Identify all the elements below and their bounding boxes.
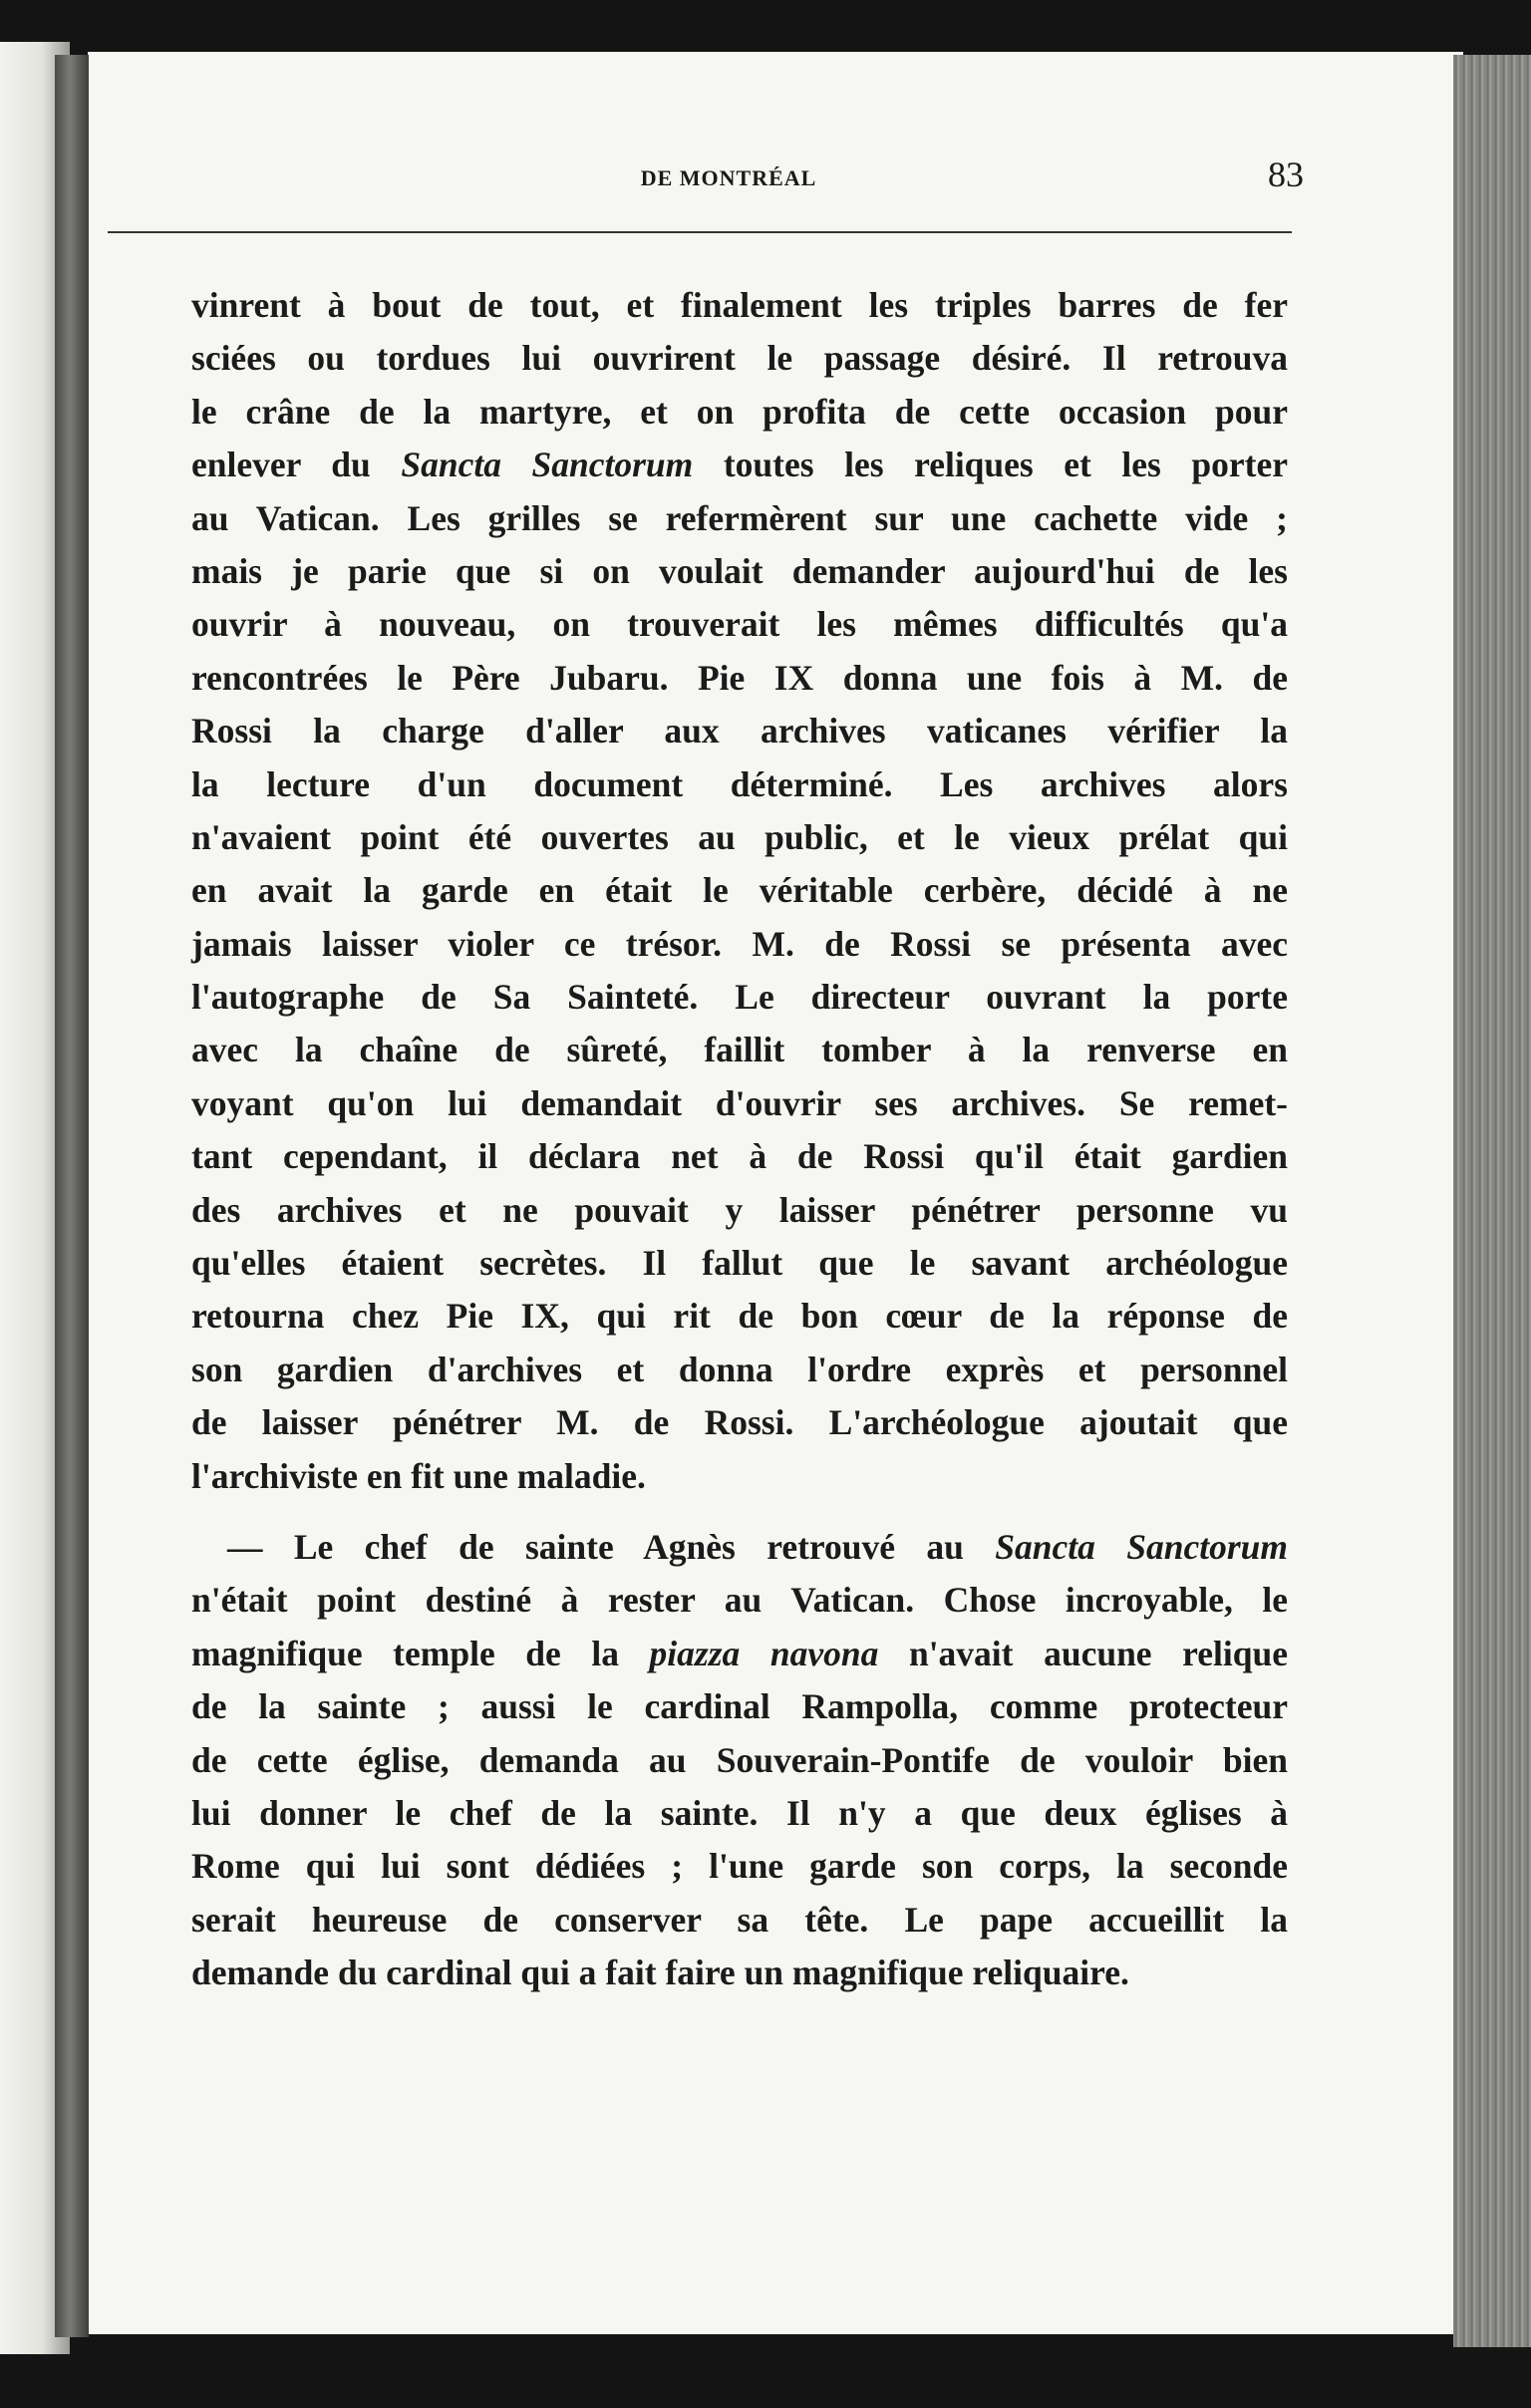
text-line: en avait la garde en était le véritable cerbère, décidé à ne — [191, 870, 1288, 911]
text-line: Rome qui lui sont dédiées ; l'une garde son corps, la seconde — [191, 1846, 1288, 1887]
page-body — [191, 279, 1288, 2000]
page-stack-edge — [1453, 55, 1531, 2347]
text-line: le crâne de la martyre, et on profita de cette occasion pour — [191, 391, 1288, 432]
text-line: n'était point destiné à rester au Vatican. Chose incroyable, le — [191, 1580, 1288, 1621]
text-line: qu'elles étaient secrètes. Il fallut que le savant archéologue — [191, 1243, 1288, 1284]
paragraph-gap — [191, 1503, 1288, 1521]
text-line: de la sainte ; aussi le cardinal Rampolla, comme protecteur — [191, 1686, 1288, 1727]
paragraph-1 — [191, 279, 1288, 1503]
italic-term: Sancta Sanctorum — [995, 1526, 1289, 1567]
text-line: au Vatican. Les grilles se refermèrent sur une cachette vide ; — [191, 497, 1288, 538]
text-line — [191, 439, 1288, 491]
text-segment: enlever du — [191, 445, 402, 485]
text-line: mais je parie que si on voulait demander aujourd'hui de les — [191, 550, 1288, 591]
text-line: l'autographe de Sa Sainteté. Le directeur ouvrant la porte — [191, 977, 1288, 1018]
text-line: la lecture d'un document déterminé. Les archives alors — [191, 763, 1288, 804]
text-line: demande du cardinal qui a fait faire un magnifique reliquaire. — [191, 1953, 1129, 1993]
text-line: ouvrir à nouveau, on trouverait les mêmes difficultés qu'a — [191, 604, 1288, 645]
text-line: tant cependant, il déclara net à de Rossi qu'il était gardien — [191, 1136, 1288, 1177]
text-line: n'avaient point été ouvertes au public, et le vieux prélat qui — [191, 816, 1288, 857]
text-line: jamais laisser violer ce trésor. M. de Rossi se présenta avec — [191, 923, 1288, 964]
text-line: l'archiviste en fit une maladie. — [191, 1455, 646, 1496]
page-number: 83 — [1268, 154, 1304, 194]
book-gutter — [55, 55, 89, 2337]
text-line: lui donner le chef de la sainte. Il n'y a que deux églises à — [191, 1792, 1288, 1833]
text-segment: toutes les reliques et les porter — [693, 445, 1288, 485]
text-line: serait heureuse de conserver sa tête. Le pape accueillit la — [191, 1899, 1288, 1940]
text-line: avec la chaîne de sûreté, faillit tomber à la renverse en — [191, 1030, 1288, 1070]
text-line: Rossi la charge d'aller aux archives vaticanes vérifier la — [191, 711, 1288, 752]
text-line: son gardien d'archives et donna l'ordre exprès et personnel — [191, 1349, 1288, 1389]
text-line: voyant qu'on lui demandait d'ouvrir ses archives. Se remet- — [191, 1082, 1288, 1123]
paragraph-2 — [191, 1521, 1288, 2000]
header-rule — [108, 231, 1292, 233]
running-head: DE MONTRÉAL — [640, 165, 817, 190]
text-line: de cette église, demanda au Souverain-Pontife de vouloir bien — [191, 1739, 1288, 1780]
text-line — [191, 1521, 1288, 1574]
page-header — [106, 110, 1304, 194]
text-segment: — Le chef de sainte Agnès retrouvé au — [227, 1526, 996, 1567]
text-line: des archives et ne pouvait y laisser pénétrer personne vu — [191, 1189, 1288, 1230]
text-segment: magnifique temple de la — [191, 1633, 650, 1673]
text-line: retourna chez Pie IX, qui rit de bon cœur de la réponse de — [191, 1296, 1288, 1337]
text-line: de laisser pénétrer M. de Rossi. L'archéologue ajoutait que — [191, 1402, 1288, 1443]
italic-term: piazza navona — [649, 1633, 879, 1673]
text-line — [191, 1628, 1288, 1680]
text-line: rencontrées le Père Jubaru. Pie IX donna une fois à M. de — [191, 657, 1288, 698]
text-line: vinrent à bout de tout, et finalement les triples barres de fer — [191, 285, 1288, 325]
text-segment: n'avait aucune relique — [878, 1633, 1288, 1673]
italic-term: Sancta Sanctorum — [401, 445, 694, 485]
text-line: sciées ou tordues lui ouvrirent le passage désiré. Il retrouva — [191, 338, 1288, 379]
